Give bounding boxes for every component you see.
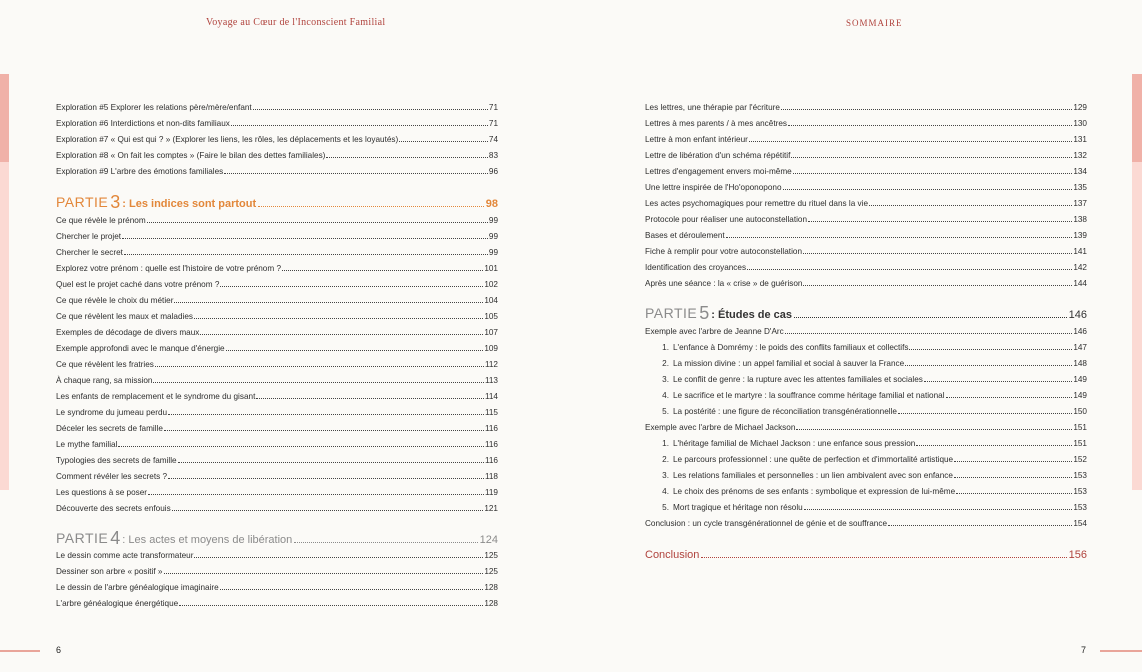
toc-entry-title: Exploration #8 « On fait les comptes » (Faire le bilan des dettes familiales): [56, 151, 326, 160]
toc-entry-title: Le mythe familial: [56, 440, 118, 449]
toc-entry-page: 141: [1073, 247, 1087, 256]
toc-entry-title: Ce que révèlent les maux et maladies: [56, 312, 193, 321]
toc-entry-title: Exemples de décodage de divers maux: [56, 328, 200, 337]
toc-part-5-heading[interactable]: [645, 303, 1087, 321]
toc-entry-page: 83: [488, 151, 498, 160]
toc-entry-page: 114: [484, 392, 498, 401]
toc-entry-title: Chercher le projet: [56, 232, 122, 241]
toc-subentry[interactable]: [645, 452, 1087, 464]
toc-entry[interactable]: [56, 405, 498, 417]
toc-entry-title: Le sacrifice et le martyre : la souffrance comme héritage familial et national: [673, 391, 945, 400]
toc-entry-title: À chaque rang, sa mission: [56, 376, 153, 385]
toc-entry-title: Ce que révèle le choix du métier: [56, 296, 174, 305]
toc-entry[interactable]: [56, 213, 498, 225]
item-number: 1.: [662, 439, 669, 448]
toc-entry[interactable]: [56, 341, 498, 353]
toc-entry[interactable]: [56, 100, 498, 112]
toc-subentry[interactable]: [645, 468, 1087, 480]
toc-subentry[interactable]: [645, 484, 1087, 496]
toc-entry-title: Chercher le secret: [56, 248, 123, 257]
toc-entry[interactable]: [56, 229, 498, 241]
toc-entry-title: Fiche à remplir pour votre autoconstellation: [645, 247, 803, 256]
right-edge-tab-light: [1132, 162, 1142, 490]
part-word: PARTIE: [56, 194, 109, 210]
toc-entry[interactable]: [56, 245, 498, 257]
toc-entry-page: 119: [484, 488, 498, 497]
toc-entry-page: 74: [488, 135, 498, 144]
toc-entry-page: 131: [1073, 135, 1087, 144]
item-number: 1.: [662, 343, 669, 352]
toc-entry[interactable]: [56, 437, 498, 449]
toc-entry-page: 105: [484, 312, 498, 321]
toc-entry[interactable]: [645, 180, 1087, 192]
toc-entry-page: 138: [1073, 215, 1087, 224]
toc-part-3-heading[interactable]: [56, 192, 498, 210]
toc-entry-page: 137: [1073, 199, 1087, 208]
toc-entry-page: 125: [484, 567, 498, 576]
toc-entry-page: 154: [1073, 519, 1087, 528]
part-page: 124: [479, 534, 498, 546]
toc-entry[interactable]: [56, 148, 498, 160]
toc-entry-title: Exploration #6 Interdictions et non-dits familiaux: [56, 119, 230, 128]
toc-entry-page: 149: [1073, 391, 1087, 400]
toc-entry-page: 139: [1073, 231, 1087, 240]
running-header-section: SOMMAIRE: [846, 18, 903, 28]
toc-entry[interactable]: [645, 212, 1087, 224]
toc-entry-page: 125: [484, 551, 498, 560]
toc-entry[interactable]: [645, 324, 1087, 336]
toc-entry[interactable]: [645, 132, 1087, 144]
toc-right-page: [645, 100, 1087, 570]
toc-subentry[interactable]: [645, 372, 1087, 384]
toc-entry-page: 144: [1073, 279, 1087, 288]
toc-entry-page: 116: [484, 424, 498, 433]
toc-entry-page: 129: [1073, 103, 1087, 112]
part-number: 5: [699, 303, 710, 323]
toc-entry-title: Les lettres, une thérapie par l'écriture: [645, 103, 780, 112]
toc-entry-page: 128: [484, 599, 498, 608]
right-edge-tab-dark: [1132, 74, 1142, 162]
toc-entry-title: Le syndrome du jumeau perdu: [56, 408, 168, 417]
toc-entry-title: L'arbre généalogique énergétique: [56, 599, 179, 608]
toc-entry-page: 135: [1073, 183, 1087, 192]
toc-entry-page: 142: [1073, 263, 1087, 272]
toc-entry-page: 153: [1073, 503, 1087, 512]
toc-entry[interactable]: [645, 100, 1087, 112]
toc-entry-title: Dessiner son arbre « positif »: [56, 567, 163, 576]
toc-entry-page: 109: [484, 344, 498, 353]
toc-entry[interactable]: [56, 164, 498, 176]
part-number: 4: [110, 528, 121, 548]
footer-rule-left: [0, 650, 40, 652]
toc-entry[interactable]: [645, 260, 1087, 272]
toc-entry[interactable]: [56, 596, 498, 608]
toc-entry[interactable]: [56, 277, 498, 289]
toc-entry[interactable]: [56, 116, 498, 128]
toc-entry[interactable]: [56, 261, 498, 273]
toc-entry-title: Comment révéler les secrets ?: [56, 472, 168, 481]
toc-subentry[interactable]: [645, 404, 1087, 416]
toc-entry-title: Une lettre inspirée de l'Ho'oponopono: [645, 183, 782, 192]
toc-entry[interactable]: [645, 276, 1087, 288]
toc-entry-title: Bases et déroulement: [645, 231, 725, 240]
toc-entry-title: Protocole pour réaliser une autoconstellation: [645, 215, 808, 224]
page-number-left: 6: [56, 645, 62, 655]
toc-entry[interactable]: [645, 164, 1087, 176]
toc-entry[interactable]: [56, 485, 498, 497]
toc-entry-page: 107: [484, 328, 498, 337]
toc-entry-title: La mission divine : un appel familial et social à sauver la France: [673, 359, 905, 368]
toc-entry-title: Déceler les secrets de famille: [56, 424, 163, 433]
toc-entry-title: L'héritage familial de Michael Jackson : une enfance sous pression: [673, 439, 916, 448]
toc-entry-page: 147: [1073, 343, 1087, 352]
toc-entry-title: Ce que révèlent les fratries: [56, 360, 154, 369]
part-title: : Les actes et moyens de libération: [122, 534, 293, 546]
toc-entry-page: 99: [488, 248, 498, 257]
item-number: 3.: [662, 375, 669, 384]
toc-subentry[interactable]: [645, 340, 1087, 352]
toc-entry-title: Identification des croyances: [645, 263, 747, 272]
toc-entry[interactable]: [645, 148, 1087, 160]
toc-entry-page: 121: [484, 504, 498, 513]
item-number: 2.: [662, 455, 669, 464]
toc-entry-page: 148: [1073, 359, 1087, 368]
item-number: 5.: [662, 407, 669, 416]
part-number: 3: [110, 192, 121, 212]
toc-entry-page: 99: [488, 232, 498, 241]
toc-subentry[interactable]: [645, 388, 1087, 400]
toc-entry-page: 149: [1073, 375, 1087, 384]
toc-entry-page: 151: [1073, 439, 1087, 448]
toc-entry-page: 151: [1073, 423, 1087, 432]
page-number-right: 7: [1081, 645, 1087, 655]
toc-entry-page: 112: [484, 360, 498, 369]
toc-entry[interactable]: [56, 309, 498, 321]
part-word: PARTIE: [645, 305, 698, 321]
toc-entry-page: 116: [484, 456, 498, 465]
footer-rule-right: [1100, 650, 1142, 652]
toc-entry[interactable]: [645, 420, 1087, 432]
conclusion-title: Conclusion: [645, 549, 700, 561]
part-title: : Études de cas: [711, 309, 792, 321]
toc-subentry[interactable]: [645, 436, 1087, 448]
toc-entry[interactable]: [56, 501, 498, 513]
toc-entry[interactable]: [56, 325, 498, 337]
toc-entry-title: Exemple avec l'arbre de Michael Jackson: [645, 423, 796, 432]
toc-entry-title: Le conflit de genre : la rupture avec les attentes familiales et sociales: [673, 375, 923, 384]
toc-entry-title: Les questions à se poser: [56, 488, 148, 497]
toc-conclusion-heading[interactable]: [645, 543, 1087, 561]
toc-entry-title: Ce que révèle le prénom: [56, 216, 146, 225]
toc-entry[interactable]: [645, 516, 1087, 528]
toc-entry-page: 146: [1073, 327, 1087, 336]
toc-entry-page: 71: [488, 119, 498, 128]
toc-entry[interactable]: [56, 373, 498, 385]
toc-entry[interactable]: [645, 196, 1087, 208]
toc-entry-page: 118: [484, 472, 498, 481]
toc-entry-title: Lettres d'engagement envers moi-même: [645, 167, 792, 176]
toc-entry-page: 132: [1073, 151, 1087, 160]
conclusion-page: 156: [1068, 549, 1087, 561]
toc-entry-page: 153: [1073, 487, 1087, 496]
toc-entry-page: 152: [1073, 455, 1087, 464]
toc-entry[interactable]: [645, 228, 1087, 240]
toc-entry-title: Exploration #5 Explorer les relations père/mère/enfant: [56, 103, 252, 112]
toc-entry-page: 130: [1073, 119, 1087, 128]
toc-entry-page: 96: [488, 167, 498, 176]
toc-entry-page: 104: [484, 296, 498, 305]
toc-entry[interactable]: [56, 357, 498, 369]
toc-left-page: [56, 100, 498, 610]
running-header-book-title: Voyage au Cœur de l'Inconscient Familial: [206, 17, 386, 28]
toc-entry-page: 153: [1073, 471, 1087, 480]
toc-entry-title: Exploration #7 « Qui est qui ? » (Explorer les liens, les rôles, les déplacements et les loyautés): [56, 135, 399, 144]
left-edge-tab-light: [0, 162, 9, 490]
toc-entry-title: Le dessin comme acte transformateur: [56, 551, 194, 560]
toc-entry-title: Le parcours professionnel : une quête de perfection et d'immortalité artistique: [673, 455, 954, 464]
toc-entry[interactable]: [56, 469, 498, 481]
toc-part-4-heading[interactable]: [56, 528, 498, 546]
part-page: 146: [1068, 309, 1087, 321]
part-word: PARTIE: [56, 530, 109, 546]
toc-entry[interactable]: [56, 293, 498, 305]
toc-entry-page: 116: [484, 440, 498, 449]
toc-entry[interactable]: [645, 244, 1087, 256]
part-title: : Les indices sont partout: [122, 198, 257, 210]
toc-entry-page: 113: [484, 376, 498, 385]
toc-entry-title: Explorez votre prénom : quelle est l'histoire de votre prénom ?: [56, 264, 282, 273]
toc-entry-title: La postérité : une figure de réconciliation transgénérationnelle: [673, 407, 897, 416]
toc-entry[interactable]: [56, 389, 498, 401]
toc-entry-page: 128: [484, 583, 498, 592]
toc-entry-title: Lettres à mes parents / à mes ancêtres: [645, 119, 787, 128]
toc-entry[interactable]: [56, 580, 498, 592]
toc-entry-title: Les relations familiales et personnelles : un lien ambivalent avec son enfance: [673, 471, 953, 480]
toc-entry-title: Les actes psychomagiques pour remettre du rituel dans la vie: [645, 199, 869, 208]
toc-entry-page: 101: [484, 264, 498, 273]
item-number: 4.: [662, 391, 669, 400]
toc-subentry[interactable]: [645, 500, 1087, 512]
toc-entry-page: 150: [1073, 407, 1087, 416]
toc-entry-title: Conclusion : un cycle transgénérationnel de génie et de souffrance: [645, 519, 887, 528]
toc-entry-title: Exemple avec l'arbre de Jeanne D'Arc: [645, 327, 784, 336]
toc-entry-title: Lettre à mon enfant intérieur: [645, 135, 748, 144]
toc-entry[interactable]: [56, 564, 498, 576]
toc-entry-page: 71: [488, 103, 498, 112]
toc-entry-page: 115: [484, 408, 498, 417]
item-number: 5.: [662, 503, 669, 512]
toc-entry-title: Quel est le projet caché dans votre prénom ?: [56, 280, 220, 289]
item-number: 3.: [662, 471, 669, 480]
toc-entry-title: Exemple approfondi avec le manque d'énergie: [56, 344, 225, 353]
toc-entry-title: Après une séance : la « crise » de guérison: [645, 279, 803, 288]
toc-entry[interactable]: [645, 116, 1087, 128]
toc-entry-page: 102: [484, 280, 498, 289]
part-page: 98: [485, 198, 498, 210]
item-number: 4.: [662, 487, 669, 496]
toc-entry-title: Le choix des prénoms de ses enfants : symbolique et expression de lui-même: [673, 487, 956, 496]
toc-entry[interactable]: [56, 421, 498, 433]
toc-entry-title: Typologies des secrets de famille: [56, 456, 177, 465]
toc-entry[interactable]: [56, 453, 498, 465]
toc-entry[interactable]: [56, 548, 498, 560]
toc-entry-title: Exploration #9 L'arbre des émotions familiales: [56, 167, 224, 176]
toc-entry-title: Le dessin de l'arbre généalogique imaginaire: [56, 583, 219, 592]
toc-entry-title: Découverte des secrets enfouis: [56, 504, 171, 513]
toc-entry-title: Lettre de libération d'un schéma répétitif: [645, 151, 791, 160]
toc-entry-title: Les enfants de remplacement et le syndrome du gisant: [56, 392, 256, 401]
toc-subentry[interactable]: [645, 356, 1087, 368]
toc-entry-page: 99: [488, 216, 498, 225]
toc-entry[interactable]: [56, 132, 498, 144]
item-number: 2.: [662, 359, 669, 368]
left-edge-tab-dark: [0, 74, 9, 162]
toc-entry-page: 134: [1073, 167, 1087, 176]
toc-entry-title: Mort tragique et héritage non résolu: [673, 503, 803, 512]
toc-entry-title: L'enfance à Domrémy : le poids des conflits familiaux et collectifs: [673, 343, 909, 352]
